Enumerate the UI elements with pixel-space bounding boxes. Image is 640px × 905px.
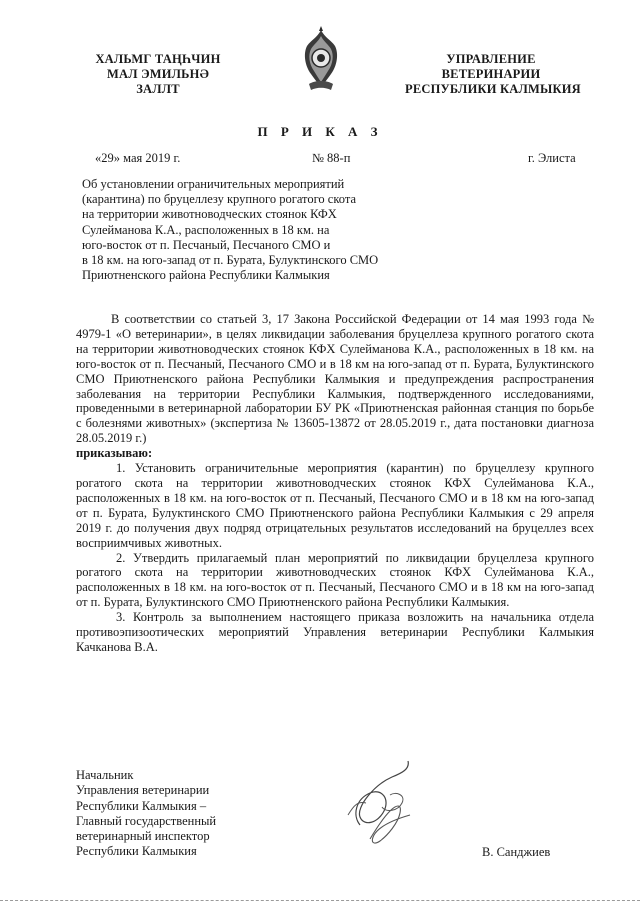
subject-line: юго-восток от п. Песчаный, Песчаного СМО и (82, 237, 331, 252)
header-left-line: ХАЛЬМГ ТАҢҺЧИН (95, 52, 221, 66)
position-line: ветеринарный инспектор (76, 829, 210, 844)
subject-line: на территории животноводческих стоянок КФХ (82, 207, 337, 222)
header-left-kalmyk (88, 52, 228, 97)
order-item-1: 1. Установить ограничительные мероприятия (карантин) по бруцеллезу крупного рогатого скота на территории животноводческих стоянок КФХ Сулейманова К.А., расположенных в 18 км. на юго-восток от п. Песчаный, Песчаного СМО и в 18 км на юго-запад от п. Бурата, Булуктинского СМО Приютненского района Республики Калмыкия с 29 апреля 2019 г. до получения двух подряд отрицательных результатов исследований на бруцеллез всех восприимчивых животных. (76, 461, 594, 550)
order-number: № 88-п (312, 151, 351, 165)
signatory-name: В. Санджиев (482, 845, 551, 859)
position-line: Начальник (76, 768, 134, 782)
subject-line: Приютненского района Республики Калмыкия (82, 268, 330, 283)
order-subject (82, 177, 378, 283)
position-line: Главный государственный (76, 813, 217, 828)
intro-paragraph: В соответствии со статьей 3, 17 Закона Российской Федерации от 14 мая 1993 года № 4979-1 «О ветеринарии», в целях ликвидации заболевания бруцеллеза крупного рогатого скота на территории животноводческих стоянок КФХ Сулейманова К.А., расположенных в 18 км. на юго-восток от п. Песчаный, Песчаного СМО и в 18 км на юго-запад от п. Бурата, Булуктинского СМО Приютненского района Республики Калмыкия и предупреждения распространения заболевания на территории Республики Калмыкия, подтвержденного исследованиями, проведенными в ветеринарной лаборатории БУ РК «Приютненская районная станция по борьбе с болезнями животных» (экспертиза № 13605-13872 от 28.05.2019 г., дата постановки диагноза 28.05.2019 г.) (76, 312, 594, 446)
subject-line: Сулейманова К.А., расположенных в 18 км. на (82, 222, 330, 237)
signatory-position (76, 768, 216, 860)
position-line: Республики Калмыкия – (76, 798, 207, 813)
order-directive: приказываю: (76, 446, 153, 461)
page-bottom-edge (0, 900, 640, 901)
header-right-russian (405, 52, 581, 97)
subject-line: в 18 км. на юго-запад от п. Бурата, Булуктинского СМО (82, 253, 379, 268)
header-left-line: ЗАЛЛТ (136, 82, 180, 96)
document-title: П Р И К А З (257, 124, 383, 139)
order-item-2: 2. Утвердить прилагаемый план мероприятий по ликвидации бруцеллеза крупного рогатого скота на территории животноводческих стоянок КФХ Сулейманова К.А., расположенных в 18 км. на юго-восток от п. Песчаный, Песчаного СМО и в 18 км на юго-запад от п. Бурата, Булуктинского СМО Приютненского района Республики Калмыкия. (76, 550, 594, 610)
header-right-line: ВЕТЕРИНАРИИ (441, 67, 541, 81)
position-line: Республики Калмыкия (76, 844, 197, 859)
order-city: г. Элиста (528, 151, 576, 165)
header-right-line: УПРАВЛЕНИЕ (446, 52, 536, 66)
order-body (76, 312, 594, 655)
order-item-3: 3. Контроль за выполнением настоящего приказа возложить на начальника отдела противоэпизоотических мероприятий Управления ветеринарии Республики Калмыкия Качканова В.А. (76, 610, 594, 654)
subject-line: Об установлении ограничительных мероприятий (82, 177, 345, 191)
header-left-line: МАЛ ЭМИЛЬНӘ (107, 67, 209, 81)
header-right-line: РЕСПУБЛИКИ КАЛМЫКИЯ (405, 82, 581, 96)
order-date: «29» мая 2019 г. (95, 151, 181, 165)
emblem-icon (297, 26, 345, 96)
subject-line: (карантина) по бруцеллезу крупного рогатого скота (82, 192, 357, 207)
position-line: Управления ветеринарии (76, 783, 210, 798)
signature-icon (330, 755, 440, 865)
